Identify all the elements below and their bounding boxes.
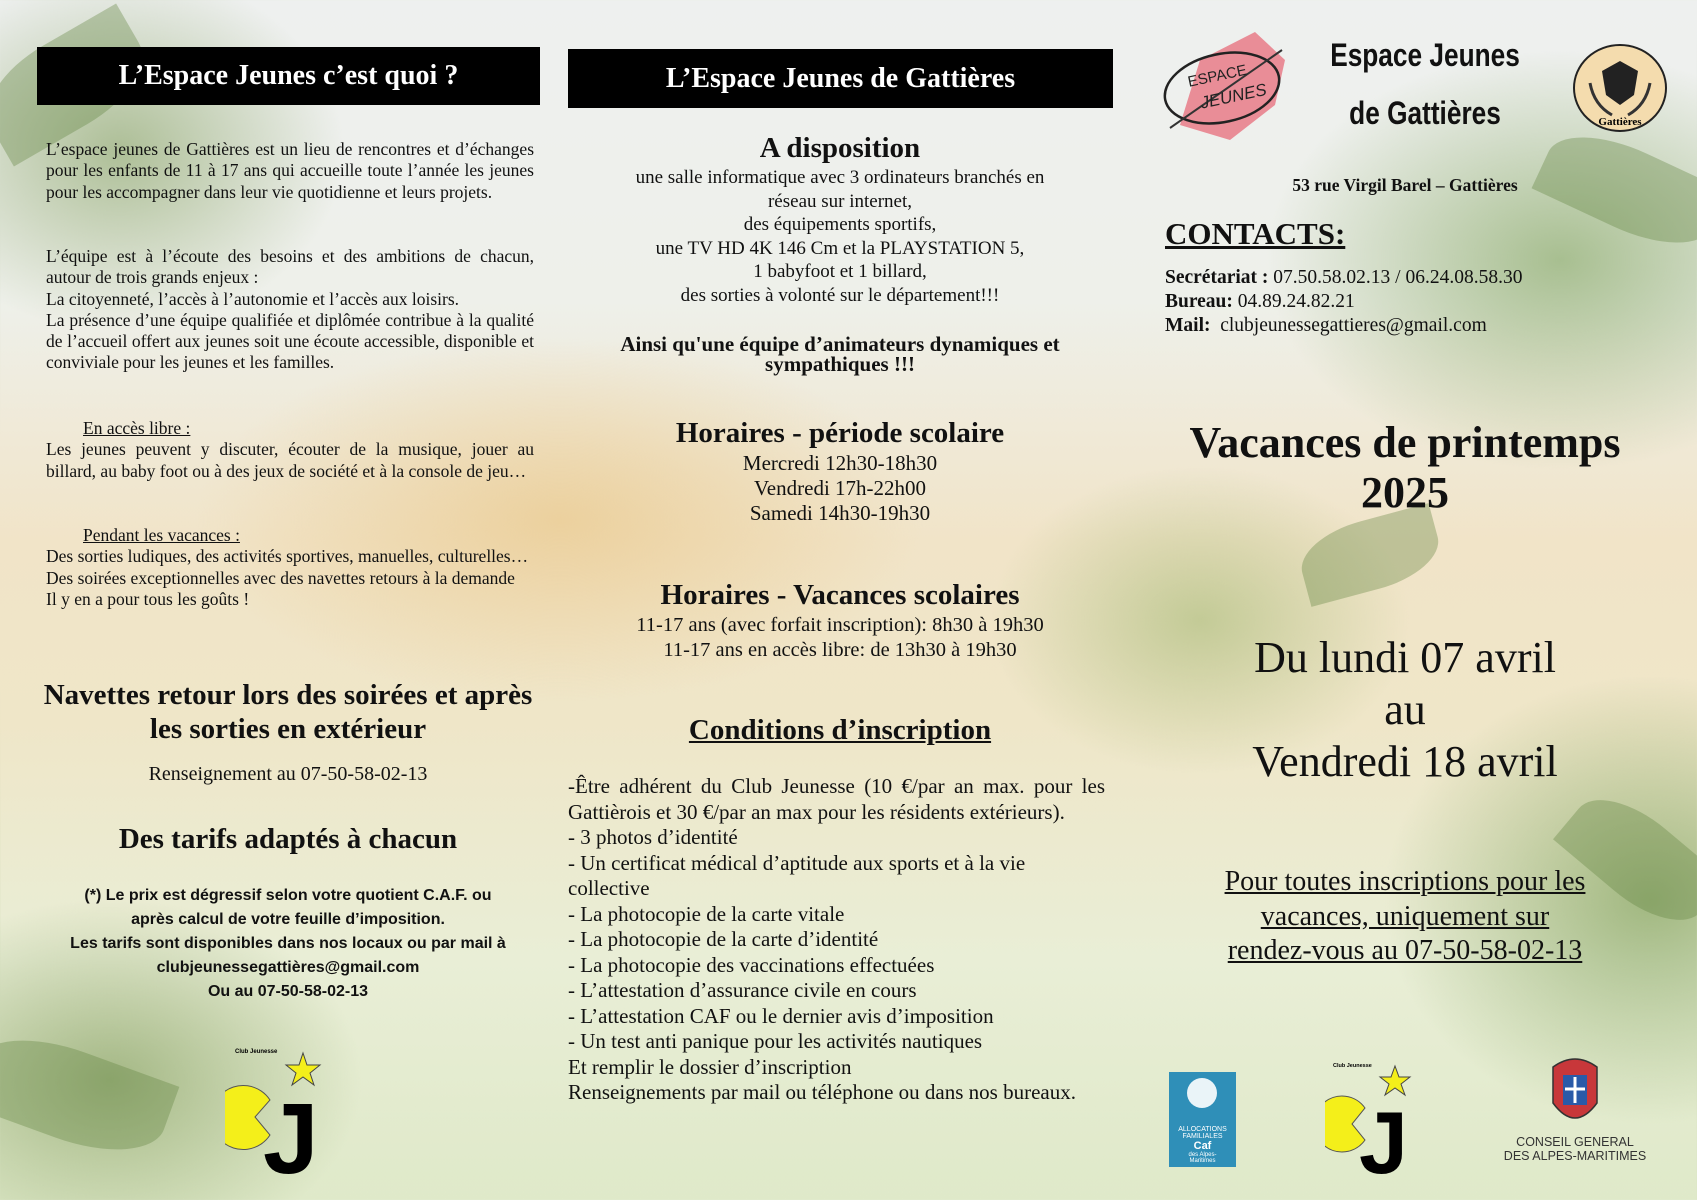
team-highlight-line: Ainsi qu'une équipe d’animateurs dynamiques et xyxy=(620,332,1060,356)
school-hours-line: Samedi 14h30-19h30 xyxy=(749,501,931,525)
free-access-title: En accès libre : xyxy=(83,418,191,438)
team-highlight xyxy=(575,334,1105,374)
conditions-line: - La photocopie des vaccinations effectuées xyxy=(568,952,935,977)
conditions-line: Renseignements par mail ou téléphone ou dans nos bureaux. xyxy=(568,1080,1076,1104)
school-hours-list xyxy=(575,451,1105,526)
contacts-list xyxy=(1165,266,1665,338)
contact-bureau xyxy=(1165,290,1665,314)
conditions-list xyxy=(568,774,1105,1106)
contact-secretariat xyxy=(1165,266,1665,290)
contact-value: 04.89.24.82.21 xyxy=(1232,291,1355,312)
conditions-line: Et remplir le dossier d’inscription xyxy=(568,1054,852,1079)
right-title xyxy=(1290,26,1560,142)
booking-note xyxy=(1150,865,1660,969)
rates-title: Des tarifs adaptés à chacun xyxy=(118,823,458,855)
conditions-line: - La photocopie de la carte vitale xyxy=(568,901,845,926)
season-line: Vacances de printemps xyxy=(1189,418,1621,467)
conditions-line: - L’attestation d’assurance civile en cours xyxy=(568,978,917,1002)
disposition-line: des équipements sportifs, xyxy=(743,214,937,236)
team-line: L’équipe est à l’écoute des besoins et des ambitions de chacun, autour de trois grands enjeux : xyxy=(46,246,534,288)
caf-line: ALLOCATIONS xyxy=(1178,1126,1227,1133)
disposition-line: une salle informatique avec 3 ordinateurs branchés en xyxy=(635,167,1045,188)
conseil-general-emblem-icon xyxy=(1545,1055,1605,1135)
team-line: La présence d’une équipe qualifiée et diplômée contribue à la qualité de l’accueil offert aux jeunes soit une écoute accessible, disponible et conviviale pour les jeunes et les familles. xyxy=(46,309,534,373)
contacts-title: CONTACTS: xyxy=(1165,216,1346,251)
team-text xyxy=(46,246,534,374)
team-line: La citoyenneté, l’accès à l’autonomie et l’accès aux loisirs. xyxy=(46,288,460,309)
holiday-hours-line: 11-17 ans en accès libre: de 13h30 à 19h30 xyxy=(663,639,1017,661)
holiday-hours-line: 11-17 ans (avec forfait inscription): 8h30 à 19h30 xyxy=(636,614,1044,636)
conditions-title: Conditions d’inscription xyxy=(688,714,992,746)
disposition-title: A disposition xyxy=(759,132,921,164)
rates-email: clubjeunessegattières@gmail.com xyxy=(156,959,420,976)
school-hours-title: Horaires - période scolaire xyxy=(675,417,1005,449)
disposition-line: des sorties à volonté sur le département!!! xyxy=(680,284,1000,306)
contact-mail[interactable] xyxy=(1165,314,1665,338)
school-hours-line: Vendredi 17h-22h00 xyxy=(753,476,927,500)
club-logo-caption: Club Jeunesse xyxy=(1333,1063,1372,1069)
disposition-line: réseau sur internet, xyxy=(767,190,913,212)
logo-word: JEUNES xyxy=(1198,80,1269,113)
espace-jeunes-logo xyxy=(1160,30,1292,142)
caf-line: des Alpes- xyxy=(1188,1152,1217,1158)
conditions-line: - L’attestation CAF ou le dernier avis d’imposition xyxy=(568,1003,994,1028)
club-logo-caption: Club Jeunesse xyxy=(235,1049,278,1055)
contact-label: Secrétariat : xyxy=(1165,267,1269,288)
holidays-section xyxy=(46,525,534,610)
booking-line: rendez-vous au 07-50-58-02-13 xyxy=(1227,935,1583,966)
gattieres-seal-icon xyxy=(1572,43,1668,133)
holidays-line: Il y en a pour tous les goûts ! xyxy=(46,588,250,609)
conditions-line: - Un test anti panique pour les activités nautiques xyxy=(568,1029,983,1053)
rates-line: Les tarifs sont disponibles dans nos locaux ou par mail à xyxy=(70,935,506,952)
season-line: 2025 xyxy=(1361,468,1449,517)
seal-caption: Gattières xyxy=(1598,116,1642,128)
club-logo-letter: J xyxy=(1359,1093,1408,1180)
holidays-line: Des sorties ludiques, des activités sportives, manuelles, culturelles… xyxy=(46,546,529,567)
dates-line: au xyxy=(1384,685,1426,734)
conditions-line: -Être adhérent du Club Jeunesse (10 €/par an max. pour les Gattièrois et 30 €/par an max pour les résidents extérieurs). xyxy=(568,774,1105,824)
intro-text: L’espace jeunes de Gattières est un lieu de rencontres et d’échanges pour les enfants de 11 à 17 ans qui accueille toute l’année les jeunes pour les accompagner dans leur vie quotidienne et leurs projets. xyxy=(46,139,534,202)
dates-block xyxy=(1150,632,1660,788)
caf-logo xyxy=(1169,1072,1236,1167)
contact-label: Bureau: xyxy=(1165,291,1233,312)
conditions-line: - La photocopie de la carte d’identité xyxy=(568,927,879,951)
gattieres-seal xyxy=(1572,43,1668,133)
club-logo-letter: J xyxy=(263,1083,319,1180)
logo-word: ESPACE xyxy=(1186,61,1249,91)
club-jeunesse-logo-right xyxy=(1325,1060,1415,1180)
holidays-line: Des soirées exceptionnelles avec des navettes retours à la demande xyxy=(46,567,515,588)
booking-line: vacances, uniquement sur xyxy=(1260,900,1550,932)
caf-line: Caf xyxy=(1193,1140,1212,1152)
conditions-line: - Un certificat médical d’aptitude aux sports et à la vie collective xyxy=(568,850,1026,900)
disposition-list xyxy=(575,166,1105,308)
dates-line: Vendredi 18 avril xyxy=(1252,737,1558,786)
right-title-line: de Gattières xyxy=(1349,95,1501,131)
club-jeunesse-logo-icon xyxy=(1325,1060,1415,1180)
free-access-section xyxy=(46,418,534,482)
dates-line: Du lundi 07 avril xyxy=(1254,633,1556,682)
caf-line: Maritimes xyxy=(1189,1158,1216,1164)
espace-jeunes-logo-icon xyxy=(1160,30,1292,142)
conseil-general-line: DES ALPES-MARITIMES xyxy=(1503,1149,1647,1163)
leaf-decoration xyxy=(1293,503,1446,607)
shuttle-title: Navettes retour lors des soirées et après les sorties en extérieur xyxy=(43,679,533,745)
left-header: L’Espace Jeunes c’est quoi ? xyxy=(37,47,540,105)
contact-email[interactable]: clubjeunessegattieres@gmail.com xyxy=(1210,315,1487,336)
leaf-decoration xyxy=(0,1019,179,1172)
club-jeunesse-logo xyxy=(225,1045,325,1180)
contact-label: Mail: xyxy=(1165,315,1211,336)
shuttle-info: Renseignement au 07-50-58-02-13 xyxy=(148,763,428,785)
disposition-line: une TV HD 4K 146 Cm et la PLAYSTATION 5, xyxy=(655,237,1025,259)
conditions-line: - 3 photos d’identité xyxy=(568,825,738,849)
season-title xyxy=(1150,418,1660,518)
address: 53 rue Virgil Barel – Gattières xyxy=(1292,175,1518,195)
holiday-hours-list xyxy=(575,613,1105,663)
rates-details xyxy=(40,884,536,1004)
disposition-line: 1 babyfoot et 1 billard, xyxy=(753,261,927,283)
school-hours-line: Mercredi 12h30-18h30 xyxy=(742,451,938,475)
booking-line: Pour toutes inscriptions pour les xyxy=(1224,866,1586,897)
club-jeunesse-logo-icon xyxy=(225,1045,325,1180)
caf-emblem-icon xyxy=(1187,1078,1217,1108)
conseil-general-logo xyxy=(1500,1055,1650,1179)
conseil-general-line: CONSEIL GENERAL xyxy=(1516,1135,1634,1149)
caf-line: FAMILIALES xyxy=(1182,1133,1223,1140)
holidays-title: Pendant les vacances : xyxy=(83,525,240,545)
team-highlight-line: sympathiques !!! xyxy=(765,352,915,376)
holiday-hours-title: Horaires - Vacances scolaires xyxy=(660,579,1020,611)
rates-line: après calcul de votre feuille d’imposition. xyxy=(131,911,445,928)
rates-line: Ou au 07-50-58-02-13 xyxy=(207,983,369,1000)
right-title-line: Espace Jeunes xyxy=(1330,37,1520,73)
rates-line: (*) Le prix est dégressif selon votre quotient C.A.F. ou xyxy=(84,887,492,904)
contact-value: 07.50.58.02.13 / 06.24.08.58.30 xyxy=(1268,267,1523,288)
free-access-text: Les jeunes peuvent y discuter, écouter de la musique, jouer au billard, au baby foot ou à des jeux de société et à la console de jeu… xyxy=(46,439,534,481)
middle-header: L’Espace Jeunes de Gattières xyxy=(568,49,1113,108)
